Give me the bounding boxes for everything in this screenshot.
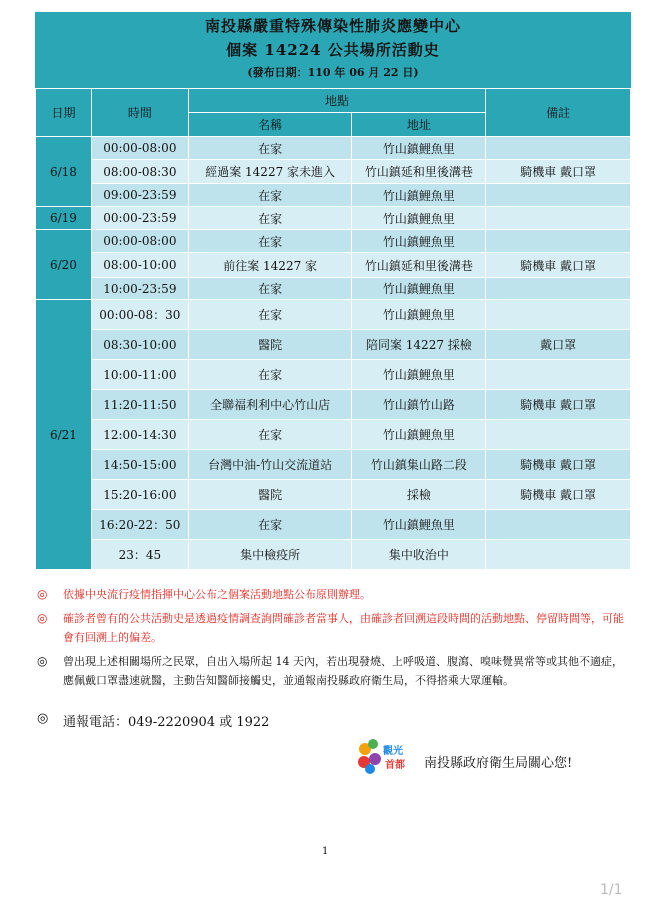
- time-cell: 10:00-23:59: [91, 278, 188, 300]
- time-cell: 08:30-10:00: [91, 330, 188, 360]
- table-row: [36, 207, 631, 230]
- address-cell: 竹山鎮鯉魚里: [352, 184, 486, 207]
- note-cell: [486, 360, 631, 390]
- time-cell: 00:00-08：30: [91, 300, 188, 330]
- table-row: [36, 137, 631, 160]
- table-row: [36, 230, 631, 253]
- address-cell: 竹山鎮鯉魚里: [352, 360, 486, 390]
- date-cell: 6/21: [36, 300, 92, 570]
- time-cell: 23：45: [91, 540, 188, 570]
- time-cell: 00:00-08:00: [91, 230, 188, 253]
- note-text: 曾出現上述相關場所之民眾，自出入場所起 14 天內，若出現發燒、上呼吸道、腹瀉、嗅味覺異常等或其他不適症，應佩戴口罩盡速就醫，主動告知醫師接觸史，並通報南投縣政府衛生局，不得搭乘大眾運輸。: [63, 655, 623, 687]
- note-cell: [486, 230, 631, 253]
- tourism-logo: [356, 737, 418, 777]
- page-count: 1/1: [600, 882, 623, 898]
- name-cell: 醫院: [188, 330, 352, 360]
- address-cell: 竹山鎮鯉魚里: [352, 300, 486, 330]
- address-cell: 竹山鎮延和里後溝巷: [352, 160, 486, 184]
- note-cell: 騎機車 戴口罩: [486, 160, 631, 184]
- name-cell: 集中檢疫所: [188, 540, 352, 570]
- hotline-text: 通報電話：049-2220904 或 1922: [63, 715, 270, 730]
- table-row: [36, 330, 631, 360]
- name-cell: 前往案 14227 家: [188, 253, 352, 278]
- bullet-icon: ◎: [37, 587, 48, 601]
- note-cell: 戴口罩: [486, 330, 631, 360]
- header-date: 日期: [36, 89, 92, 137]
- address-cell: 竹山鎮鯉魚里: [352, 510, 486, 540]
- bullet-icon: ◎: [37, 711, 49, 726]
- time-cell: 16:20-22：50: [91, 510, 188, 540]
- note-advice: [37, 652, 637, 690]
- table-row: [36, 300, 631, 330]
- name-cell: 在家: [188, 184, 352, 207]
- name-cell: 台灣中油-竹山交流道站: [188, 450, 352, 480]
- document-subtitle: 個案 14224 公共場所活動史: [226, 41, 440, 59]
- table-row: [36, 450, 631, 480]
- address-cell: 竹山鎮集山路二段: [352, 450, 486, 480]
- name-cell: 經過案 14227 家未進入: [188, 160, 352, 184]
- note-cell: 騎機車 戴口罩: [486, 253, 631, 278]
- note-cell: 騎機車 戴口罩: [486, 450, 631, 480]
- document-title: 南投縣嚴重特殊傳染性肺炎應變中心: [204, 17, 461, 35]
- note-cell: [486, 137, 631, 160]
- header-note: 備註: [486, 89, 631, 137]
- publish-date: (發布日期：110 年 06 月 22 日): [247, 66, 419, 79]
- date-cell: 6/20: [36, 230, 92, 300]
- table-row: [36, 160, 631, 184]
- address-cell: 竹山鎮竹山路: [352, 390, 486, 420]
- hotline: [37, 711, 269, 730]
- care-message: 南投縣政府衛生局關心您!: [424, 756, 573, 771]
- time-cell: 00:00-23:59: [91, 207, 188, 230]
- bullet-icon: ◎: [37, 611, 48, 625]
- note-text: 依據中央流行疫情指揮中心公布之個案活動地點公布原則辦理。: [63, 588, 371, 601]
- note-cell: [486, 207, 631, 230]
- name-cell: 在家: [188, 278, 352, 300]
- table-row: [36, 390, 631, 420]
- table-row: [36, 540, 631, 570]
- address-cell: 集中收治中: [352, 540, 486, 570]
- time-cell: 09:00-23:59: [91, 184, 188, 207]
- name-cell: 在家: [188, 207, 352, 230]
- date-cell: 6/18: [36, 137, 92, 207]
- table-row: [36, 278, 631, 300]
- address-cell: 竹山鎮鯉魚里: [352, 137, 486, 160]
- note-text: 確診者曾有的公共活動史是透過疫情調查詢問確診者當事人，由確診者回溯這段時間的活動地點、停留時間等，可能會有回溯上的偏差。: [63, 612, 624, 644]
- address-cell: 陪同案 14227 採檢: [352, 330, 486, 360]
- note-cell: [486, 420, 631, 450]
- header-time: 時間: [91, 89, 188, 137]
- name-cell: 在家: [188, 510, 352, 540]
- time-cell: 10:00-11:00: [91, 360, 188, 390]
- svg-text:首都: 首都: [385, 760, 405, 771]
- header-name: 名稱: [188, 113, 352, 137]
- name-cell: 在家: [188, 420, 352, 450]
- address-cell: 竹山鎮鯉魚里: [352, 278, 486, 300]
- table-row: [36, 360, 631, 390]
- note-cell: [486, 184, 631, 207]
- date-cell: 6/19: [36, 207, 92, 230]
- time-cell: 08:00-08:30: [91, 160, 188, 184]
- note-cell: [486, 278, 631, 300]
- note-cell: [486, 510, 631, 540]
- time-cell: 11:20-11:50: [91, 390, 188, 420]
- table-row: [36, 420, 631, 450]
- notes-section: [37, 585, 637, 695]
- activity-table: [35, 88, 631, 570]
- svg-text:觀光: 觀光: [383, 746, 403, 757]
- time-cell: 08:00-10:00: [91, 253, 188, 278]
- title-block: [35, 12, 631, 88]
- table-row: [36, 510, 631, 540]
- note-cell: [486, 540, 631, 570]
- note-disclaimer: [37, 609, 637, 647]
- tourism-logo-icon: [356, 737, 418, 777]
- table-row: [36, 253, 631, 278]
- note-cell: [486, 300, 631, 330]
- name-cell: 在家: [188, 230, 352, 253]
- name-cell: 在家: [188, 137, 352, 160]
- address-cell: 竹山鎮鯉魚里: [352, 230, 486, 253]
- address-cell: 竹山鎮延和里後溝巷: [352, 253, 486, 278]
- time-cell: 14:50-15:00: [91, 450, 188, 480]
- name-cell: 在家: [188, 300, 352, 330]
- table-row: [36, 184, 631, 207]
- bullet-icon: ◎: [37, 654, 48, 668]
- name-cell: 在家: [188, 360, 352, 390]
- address-cell: 採檢: [352, 480, 486, 510]
- note-cell: 騎機車 戴口罩: [486, 480, 631, 510]
- time-cell: 12:00-14:30: [91, 420, 188, 450]
- address-cell: 竹山鎮鯉魚里: [352, 420, 486, 450]
- header-address: 地址: [352, 113, 486, 137]
- time-cell: 00:00-08:00: [91, 137, 188, 160]
- page-number: 1: [322, 846, 329, 857]
- header-location: 地點: [188, 89, 485, 113]
- name-cell: 全聯福利利中心竹山店: [188, 390, 352, 420]
- note-cell: 騎機車 戴口罩: [486, 390, 631, 420]
- name-cell: 醫院: [188, 480, 352, 510]
- note-principle: [37, 585, 637, 604]
- time-cell: 15:20-16:00: [91, 480, 188, 510]
- table-row: [36, 480, 631, 510]
- address-cell: 竹山鎮鯉魚里: [352, 207, 486, 230]
